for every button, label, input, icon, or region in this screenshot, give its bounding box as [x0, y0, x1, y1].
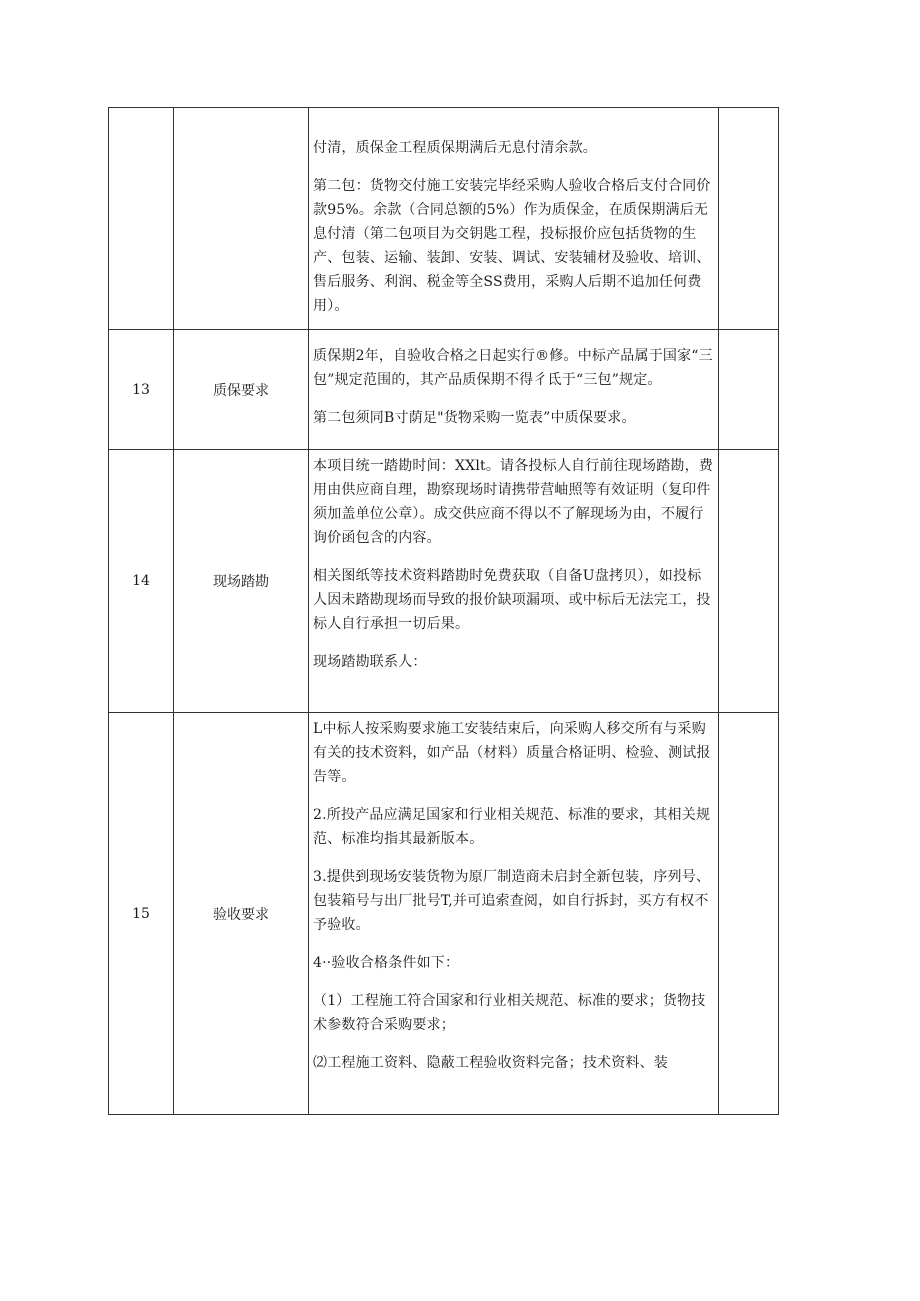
row-number-cell: [109, 713, 174, 1115]
content-paragraph: 本项目统一踏勘时间：XXlt。请各投标人自行前往现场踏勘，费用由供应商自理，勘察现场时请携带营岫照等有效证明（复印件须加盖单位公章）。成交供应商不得以不了解现场为由，不履行询价函包含的内容。: [313, 458, 714, 546]
table-row: [109, 108, 779, 330]
row-content-cell: [309, 108, 719, 330]
row-item-name: 现场踏勘: [213, 574, 269, 590]
row-number-cell: [109, 450, 174, 713]
content-paragraph: ⑵工程施工资料、隐蔽工程验收资料完备；技术资料、装: [313, 1055, 668, 1071]
content-paragraph: （1）工程施工符合国家和行业相关规范、标准的要求；货物技术参数符合采购要求；: [313, 993, 706, 1033]
row-content-cell: [309, 450, 719, 713]
content-paragraph: L中标人按采购要求施工安装结束后，向采购人移交所有与采购有关的技术资料，如产品（材料）质量合格证明、检验、测试报告等。: [313, 721, 711, 785]
row-item-cell: [174, 108, 309, 330]
row-content-cell: [309, 713, 719, 1115]
row-note-cell: [719, 330, 779, 450]
row-item-name: 质保要求: [213, 382, 269, 399]
row-number: 13: [132, 381, 150, 398]
row-item-cell: [174, 713, 309, 1115]
row-item-name: 验收要求: [213, 906, 269, 923]
row-item-cell: [174, 330, 309, 450]
requirements-table: [108, 107, 779, 1115]
content-paragraph: 4··验收合格条件如下：: [313, 955, 460, 971]
content-paragraph: 2.所投产品应满足国家和行业相关规范、标准的要求，其相关规范、标准均指其最新版本。: [313, 807, 711, 847]
table-row: [109, 330, 779, 450]
row-note-cell: [719, 108, 779, 330]
content-paragraph: 相关图纸等技术资料踏勘时免费获取（自备U盘拷贝），如投标人因未踏勘现场而导致的报价缺项漏项、或中标后无法完工，投标人自行承担一切后果。: [313, 568, 711, 632]
content-paragraph: 质保期2年，自验收合格之日起实行®修。中标产品属于国家“三包”规定范围的，其产品质保期不得彳氐于“三包”规定。: [313, 348, 713, 388]
row-number-cell: [109, 330, 174, 450]
content-paragraph: 第二包：货物交付施工安装完毕经采购人验收合格后支付合同价款95%。余款（合同总额的5%）作为质保金，在质保期满后无息付清（第二包项目为交钥匙工程，投标报价应包括货物的生产、包装、运输、装卸、安装、调试、安装辅材及验收、培训、售后服务、利润、税金等全SS费用，采购人后期不追加任何费用）。: [313, 178, 711, 314]
content-paragraph: 现场踏勘联系人：: [313, 654, 427, 670]
content-paragraph: 付清，质保金工程质保期满后无息付清余款。: [313, 140, 597, 156]
row-content-cell: [309, 330, 719, 450]
row-number: 14: [132, 573, 150, 589]
content-paragraph: 第二包须同B寸荫足"货物采购一览表”中质保要求。: [313, 410, 636, 426]
content-paragraph: 3.提供到现场安装货物为原厂制造商未启封全新包装，序列号、包装箱号与出厂批号T,并可追索查阅，如自行拆封，买方有权不予验收。: [313, 869, 711, 933]
row-number-cell: [109, 108, 174, 330]
row-item-cell: [174, 450, 309, 713]
row-note-cell: [719, 713, 779, 1115]
table-row: [109, 713, 779, 1115]
table-row: [109, 450, 779, 713]
row-note-cell: [719, 450, 779, 713]
row-number: 15: [132, 905, 150, 922]
